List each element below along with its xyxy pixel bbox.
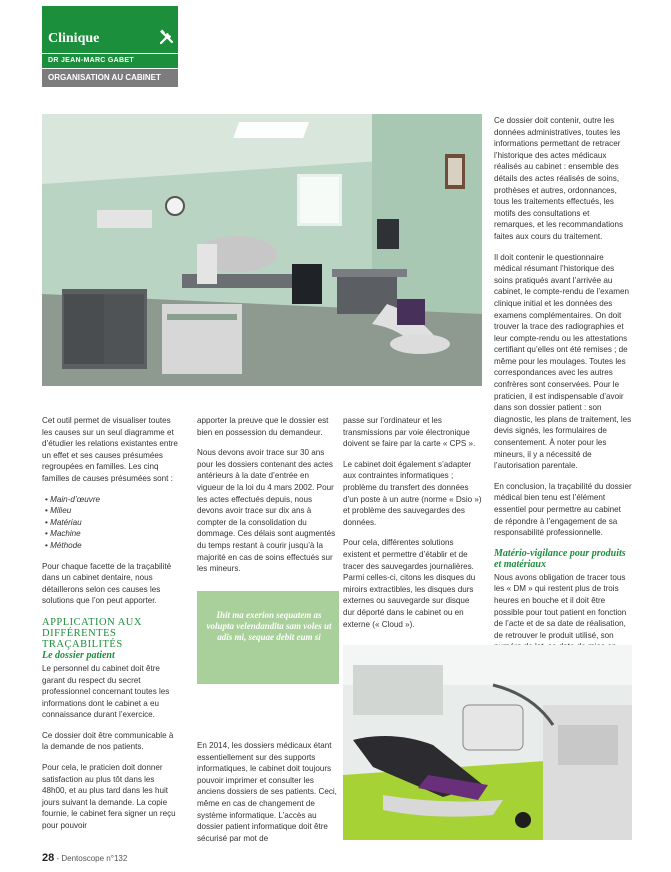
rubric-header (42, 6, 178, 53)
column-3 (343, 415, 483, 639)
paragraph: Nous devons avoir trace sur 30 ans pour les dossiers contenant des actes antérieurs à la date d’entrée en vigueur de la loi du 4 mars 2002. Pour les actes effectués depuis, nous devons avoir trace sur dix ans à compter de la consolidation du dommage. Ces délais sont augmentés du temps restant à courir jusqu’à la majorité en cas de soins effectués sur les mineurs. (197, 448, 336, 574)
section-band: ORGANISATION AU CABINET (42, 69, 178, 87)
dental-office-photo (42, 114, 482, 386)
pull-quote (197, 591, 339, 684)
paragraph: Nous avons obligation de tracer tous les « DM » qui restent plus de trois heures en bouche et il doit être possible pour tout patient en fonction de l’acte et de sa date de réalisation, de retrouver le produit utilisé, son (494, 572, 627, 640)
tools-icon (159, 29, 175, 45)
section-heading: APPLICATION AUX DIFFÉRENTES TRAÇABILITÉS (42, 616, 142, 650)
section-subheading: Matério-vigilance pour produits et matériaux (494, 547, 626, 570)
pull-quote-text: Ihit ma exerion sequatem as volupta velendandita sam voles ut adis mi, sequae debit eum si (206, 610, 332, 642)
column-2 (197, 415, 337, 584)
page-footer (42, 852, 127, 864)
section-subheading: Le dossier patient (42, 649, 115, 661)
column-1 (42, 415, 181, 841)
paragraph: Pour cela, le praticien doit donner satisfaction au plus tôt dans les 48h00, et au plus tard dans les huit jours suivant la demande. La copie fournie, le cabinet fera signer un reçu pour pouvoir (42, 763, 176, 831)
list-item: • Milieu (42, 505, 181, 517)
paragraph: Le cabinet doit également s’adapter aux contraintes informatiques ; problème du transfert des données d’un poste à un autre (norme « Dsio ») et problème des sauvegardes des données. (343, 459, 482, 527)
paragraph: En 2014, les dossiers médicaux étant essentiellement sur des supports informatiques, le cabinet doit toujours pouvoir imprimer et consulter les anciens dossiers de ses patients. Ceci, même en cas de changement de système informatique. L’accès au dossier patient informatique doit être sécurisé par mot de (197, 741, 337, 843)
paragraph: Ce dossier doit être communicable à la demande de nos patients. (42, 730, 174, 752)
magazine-name: - Dentoscope n°132 (56, 854, 128, 863)
paragraph: Cet outil permet de visualiser toutes les causes sur un seul diagramme et d’étudier les relations existantes entre un effet et ses causes présumées regroupées en familles. Les cinq familles de causes présumées sont : (42, 416, 178, 483)
paragraph: Ce dossier doit contenir, outre les données administratives, toutes les informations permettant de retracer l’historique des actes médicaux réalisés au cabinet : ensemble des détails des actes réalisés de soins, prothèses et autres, ordonnances, tous les traitements effectués, les motifs des consultations et remarques, et les recommandations faites aux cours du traitement. (494, 116, 624, 241)
dental-chair-photo (343, 645, 632, 840)
paragraph: En conclusion, la traçabilité du dossier médical bien tenu est l’élément essentiel pour permettre au cabinet de répondre à l’engagement de sa responsabilité professionnelle. (494, 481, 632, 538)
column-2-continued (197, 740, 337, 853)
paragraph: apporter la preuve que le dossier est bien en possession du demandeur. (197, 416, 329, 437)
paragraph: Pour chaque facette de la traçabilité dans un cabinet dentaire, nous détaillerons selon ces causes les solutions que l’on peut apporter. (42, 561, 172, 606)
column-4 (494, 115, 632, 674)
paragraph: passe sur l’ordinateur et les transmissions par voie électronique doivent se faire par la carte « CPS ». (343, 416, 476, 449)
paragraph: Pour cela, différentes solutions existent et permettre d’établir et de tracer des sauvegardes journalières. Parmi celles-ci, citons les disques du miroirs extractibles, les disques durs externes ou sauvegarde sur disque dur déporté dans le cabinet ou en externe (« Cloud »). (343, 538, 476, 629)
page-number: 28 (42, 852, 55, 864)
list-item: • Machine (42, 528, 181, 540)
paragraph: Le personnel du cabinet doit être garant du respect du secret professionnel concernant toutes les informations dont le cabinet a eu connaissance durant l’exercice. (42, 663, 170, 720)
author-band: DR JEAN-MARC GABET (42, 54, 178, 68)
causes-list (42, 494, 181, 552)
list-item: • Méthode (42, 540, 181, 552)
paragraph: Il doit contenir le questionnaire médical résumant l’historique des soins pratiqués avant l’arrivée au cabinet, le compte-rendu de l’examen clinique initial et les données des examens complémentaires. On doit trouver la trace des radiographies et leur compte-rendu ou les attestations certifiant qu’elles ont été remises ; de même pour les moulages. Toutes les correspondances avec les autres confrères sont conservées. Pour le praticien, il est indispensable d’avoir dans son dossier patient : son diagnostic, les plans de traitement, les devis signés, les formulaires de consentement. À noter pour les mineurs, il y a nécessité de l’autorisation parentale. (494, 252, 632, 471)
list-item: • Matériau (42, 517, 181, 529)
list-item: • Main-d’œuvre (42, 494, 181, 506)
rubric-title: Clinique (48, 31, 100, 46)
